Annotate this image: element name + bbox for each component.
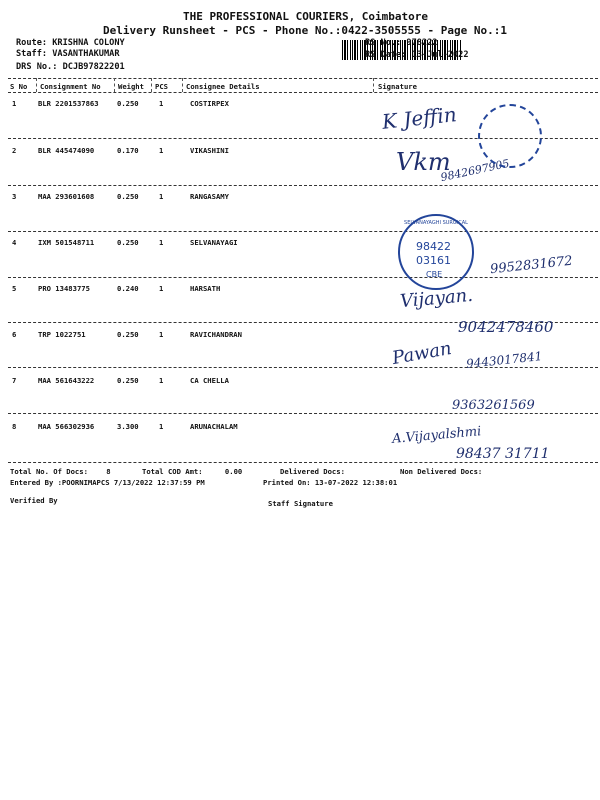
row-pcs: 1 [159, 376, 164, 385]
drs-line [16, 62, 125, 72]
row-consignment: PRO 13483775 [38, 284, 90, 293]
row-consignee: VIKASHINI [190, 146, 229, 155]
entered-by: Entered By :POORNIMAPCS 7/13/2022 12:37:59 PM [10, 478, 205, 487]
row-pcs: 1 [159, 330, 164, 339]
row-sno: 8 [12, 422, 17, 431]
row-sno: 5 [12, 284, 17, 293]
total-docs-line [10, 467, 111, 476]
row-consignment: MAA 293601608 [38, 192, 95, 201]
drs-label: DRS No.: [16, 62, 58, 72]
rs-date-value: 13-Jul-2022 [411, 50, 469, 60]
col-header-sno: S No [10, 82, 28, 91]
total-docs-value: 8 [106, 467, 111, 476]
table-top-rule [8, 78, 598, 79]
runsheet-subtitle: Delivery Runsheet - PCS - Phone No.:0422-3505555 - Page No.:1 [103, 24, 507, 37]
staff-value: VASANTHAKUMAR [52, 49, 120, 59]
handwritten-phone-7: 9363261569 [452, 398, 535, 413]
row-consignment: TRP 1022751 [38, 330, 86, 339]
col-sep [114, 78, 115, 92]
row-sno: 3 [12, 192, 17, 201]
row-consignment: MAA 566302936 [38, 422, 95, 431]
row-rule [8, 462, 598, 463]
col-sep [36, 78, 37, 92]
row-sno: 1 [12, 99, 17, 108]
handwritten-phone-6: 9443017841 [465, 349, 543, 371]
delivered-docs-label: Delivered Docs: [280, 467, 345, 476]
cod-line [142, 467, 242, 476]
rs-no-label: RS No.: [365, 38, 402, 48]
row-rule [8, 185, 598, 186]
rs-date-label: RS Date: [365, 50, 407, 60]
row-weight: 0.250 [117, 376, 139, 385]
col-header-weight: Weight [118, 82, 144, 91]
row-consignment: MAA 561643222 [38, 376, 95, 385]
row-consignee: SELVANAYAGI [190, 238, 238, 247]
printed-on: Printed On: 13-07-2022 12:38:01 [263, 478, 398, 487]
handwritten-signature-6: Pawan [390, 337, 454, 370]
stamp-line-2: 03161 [416, 254, 451, 267]
row-weight: 3.300 [117, 422, 139, 431]
stamp-line-1: 98422 [416, 240, 451, 253]
non-delivered-docs-label: Non Delivered Docs: [400, 467, 483, 476]
handwritten-phone-4: 9952831672 [489, 253, 574, 278]
handwritten-phone-5: 9042478460 [458, 318, 554, 336]
row-pcs: 1 [159, 238, 164, 247]
staff-label: Staff: [16, 49, 48, 59]
row-consignee: ARUNACHALAM [190, 422, 238, 431]
round-stamp-selvanayaghi [398, 214, 474, 290]
table-header-rule [8, 92, 598, 93]
round-stamp-top [478, 104, 542, 168]
route-label: Route: [16, 38, 48, 48]
row-sno: 2 [12, 146, 17, 155]
row-rule [8, 367, 598, 368]
total-docs-label: Total No. Of Docs: [10, 467, 88, 476]
col-header-consignment: Consignment No [40, 82, 101, 91]
row-consignment: BLR 445474090 [38, 146, 95, 155]
col-header-signature: Signature [378, 82, 417, 91]
col-header-pcs: PCS [155, 82, 168, 91]
stamp-circle-text: SELVANAYAGHI SURGICAL [404, 220, 468, 226]
handwritten-signature-5: Vijayan. [399, 284, 474, 313]
handwritten-signature-1: K Jeffin [380, 102, 458, 134]
row-consignment: IXM 501548711 [38, 238, 95, 247]
col-sep [151, 78, 152, 92]
row-weight: 0.250 [117, 238, 139, 247]
row-rule [8, 413, 598, 414]
col-sep [182, 78, 183, 92]
col-sep [373, 78, 374, 92]
handwritten-phone-8: 98437 31711 [456, 446, 550, 462]
rs-date-line [365, 50, 469, 60]
col-header-consignee: Consignee Details [186, 82, 260, 91]
handwritten-phone-2: 9842697905 [439, 156, 511, 185]
rs-no-line [365, 38, 437, 48]
staff-signature-label: Staff Signature [268, 499, 333, 508]
rs-no-value: 978222 [406, 38, 438, 48]
row-consignee: CA CHELLA [190, 376, 229, 385]
row-pcs: 1 [159, 192, 164, 201]
row-consignee: COSTIRPEX [190, 99, 229, 108]
row-rule [8, 231, 598, 232]
drs-value: DCJB97822201 [62, 62, 125, 72]
handwritten-signature-8: A.Vijayalshmi [391, 424, 482, 447]
row-sno: 6 [12, 330, 17, 339]
cod-label: Total COD Amt: [142, 467, 203, 476]
row-rule [8, 277, 598, 278]
verified-by: Verified By [10, 496, 58, 505]
stamp-city: CBE [426, 270, 443, 279]
row-consignee: RANGASAMY [190, 192, 229, 201]
handwritten-signature-2: Vkm [396, 148, 451, 176]
row-pcs: 1 [159, 146, 164, 155]
row-weight: 0.250 [117, 192, 139, 201]
company-title: THE PROFESSIONAL COURIERS, Coimbatore [183, 10, 429, 23]
row-weight: 0.170 [117, 146, 139, 155]
row-pcs: 1 [159, 422, 164, 431]
row-consignment: BLR 2201537863 [38, 99, 99, 108]
route-value: KRISHNA COLONY [52, 38, 125, 48]
cod-value: 0.00 [224, 467, 243, 476]
row-weight: 0.250 [117, 330, 139, 339]
staff-line [16, 49, 120, 59]
route-line [16, 38, 125, 48]
row-consignee: RAVICHANDRAN [190, 330, 242, 339]
row-sno: 7 [12, 376, 17, 385]
row-weight: 0.250 [117, 99, 139, 108]
row-pcs: 1 [159, 99, 164, 108]
row-pcs: 1 [159, 284, 164, 293]
row-sno: 4 [12, 238, 17, 247]
row-consignee: HARSATH [190, 284, 221, 293]
row-weight: 0.240 [117, 284, 139, 293]
